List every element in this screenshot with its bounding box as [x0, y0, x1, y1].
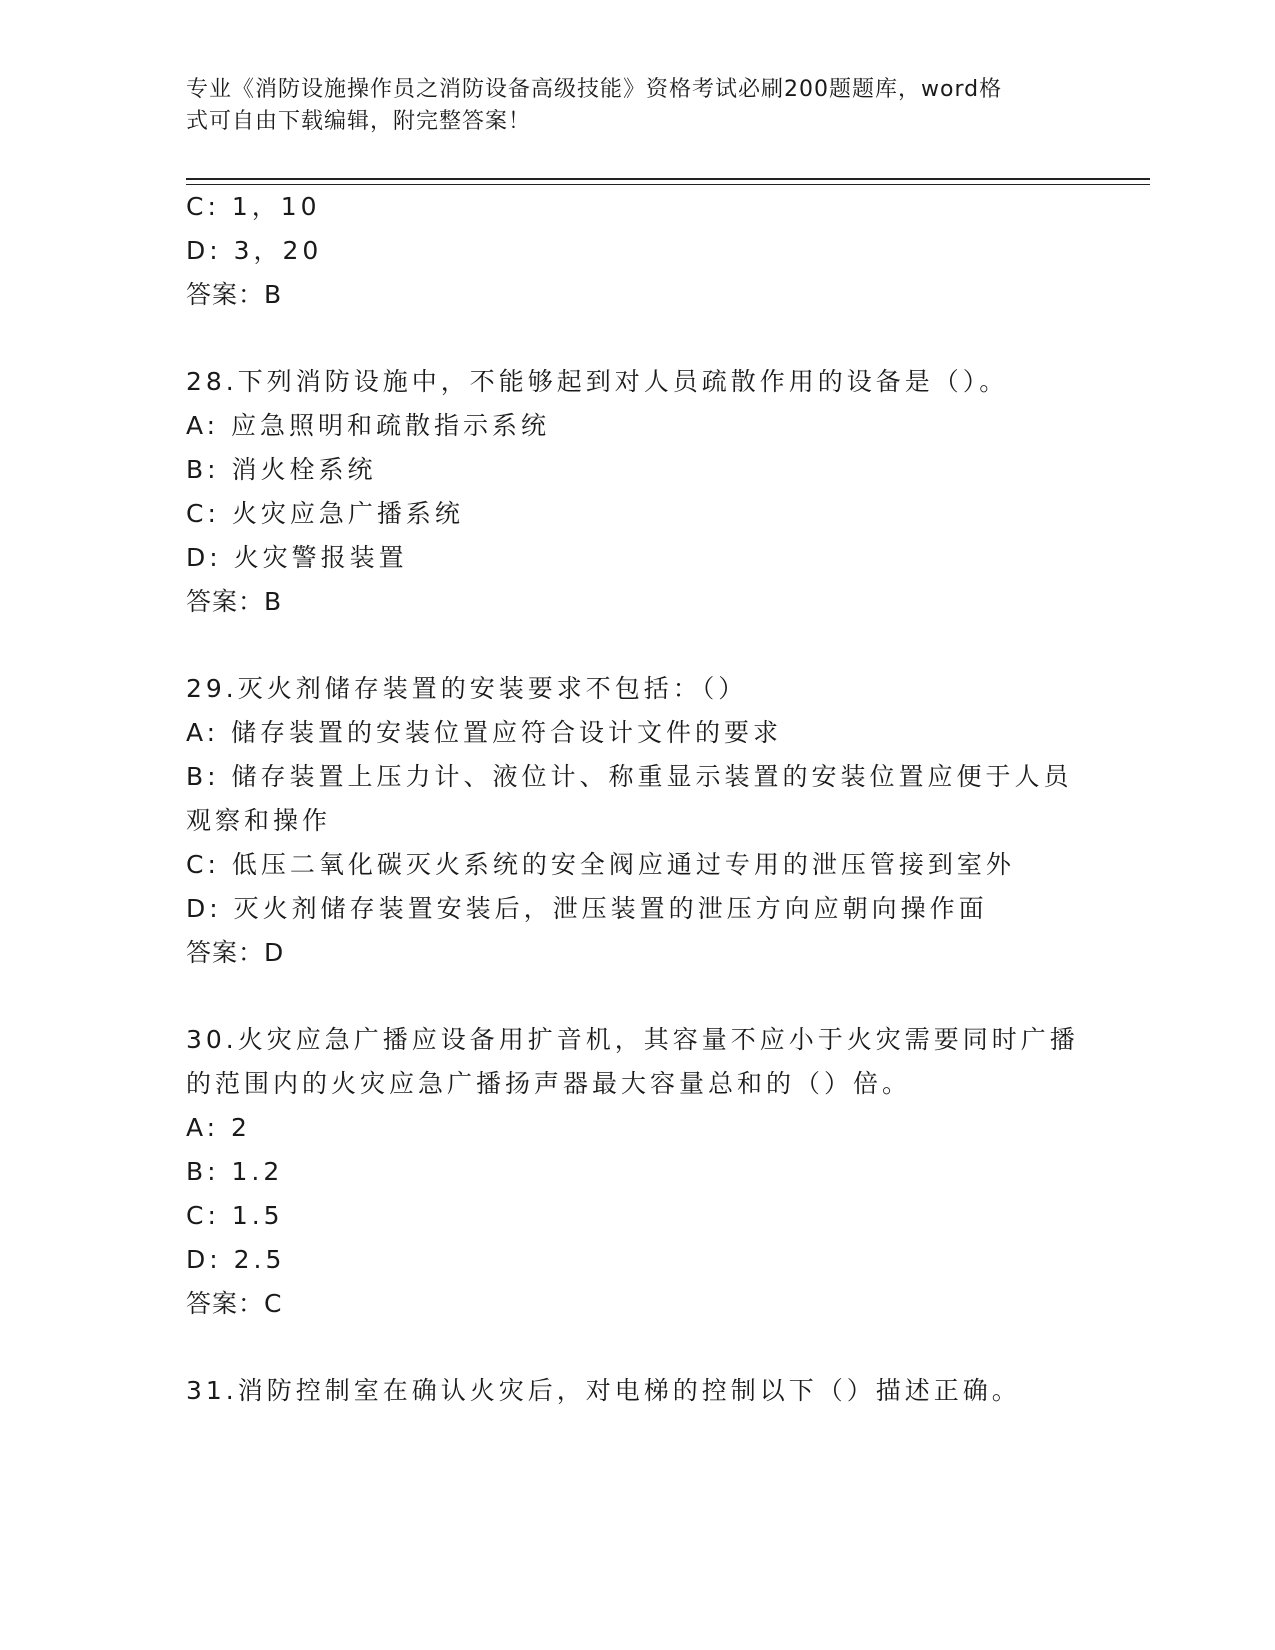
q28-stem: 28.下列消防设施中，不能够起到对人员疏散作用的设备是（）。 [186, 367, 1009, 396]
q27-option-c: C: 1，10 [186, 192, 321, 221]
header-line-1: 专业《消防设施操作员之消防设备高级技能》资格考试必刷200题题库，word格 [186, 77, 1003, 102]
q30-option-c: C: 1.5 [186, 1201, 284, 1230]
q30-answer: 答案：C [186, 1289, 283, 1318]
header-divider-thin [186, 184, 1150, 185]
document-header [186, 74, 1066, 138]
q29-option-b-line-1: B: 储存装置上压力计、液位计、称重显示装置的安装位置应便于人员 [186, 762, 1073, 791]
q28-answer: 答案：B [186, 587, 283, 616]
q31-stem: 31.消防控制室在确认火灾后，对电梯的控制以下（）描述正确。 [186, 1376, 1021, 1405]
q28-option-b: B: 消火栓系统 [186, 455, 377, 484]
q29-stem: 29.灭火剂储存装置的安装要求不包括：（） [186, 674, 748, 703]
q30-option-b: B: 1.2 [186, 1157, 284, 1186]
q28-option-a: A: 应急照明和疏散指示系统 [186, 411, 551, 440]
q30-stem-line-1: 30.火灾应急广播应设备用扩音机，其容量不应小于火灾需要同时广播 [186, 1025, 1079, 1054]
q28-option-c: C: 火灾应急广播系统 [186, 499, 464, 528]
q27-option-d: D: 3，20 [186, 236, 323, 265]
q30-stem-line-2: 的范围内的火灾应急广播扬声器最大容量总和的（）倍。 [186, 1069, 912, 1098]
q30-option-d: D: 2.5 [186, 1245, 286, 1274]
q28-option-d: D: 火灾警报装置 [186, 543, 408, 572]
q29-option-a: A: 储存装置的安装位置应符合设计文件的要求 [186, 718, 783, 747]
q29-answer: 答案：D [186, 938, 285, 967]
header-line-2: 式可自由下载编辑，附完整答案！ [186, 109, 532, 134]
q29-option-c: C: 低压二氧化碳灭火系统的安全阀应通过专用的泄压管接到室外 [186, 850, 1015, 879]
q27-answer: 答案：B [186, 280, 283, 309]
header-divider-thick [186, 178, 1150, 180]
q30-option-a: A: 2 [186, 1113, 251, 1142]
q29-option-b-line-2: 观察和操作 [186, 806, 332, 835]
q29-option-d: D: 灭火剂储存装置安装后，泄压装置的泄压方向应朝向操作面 [186, 894, 988, 923]
